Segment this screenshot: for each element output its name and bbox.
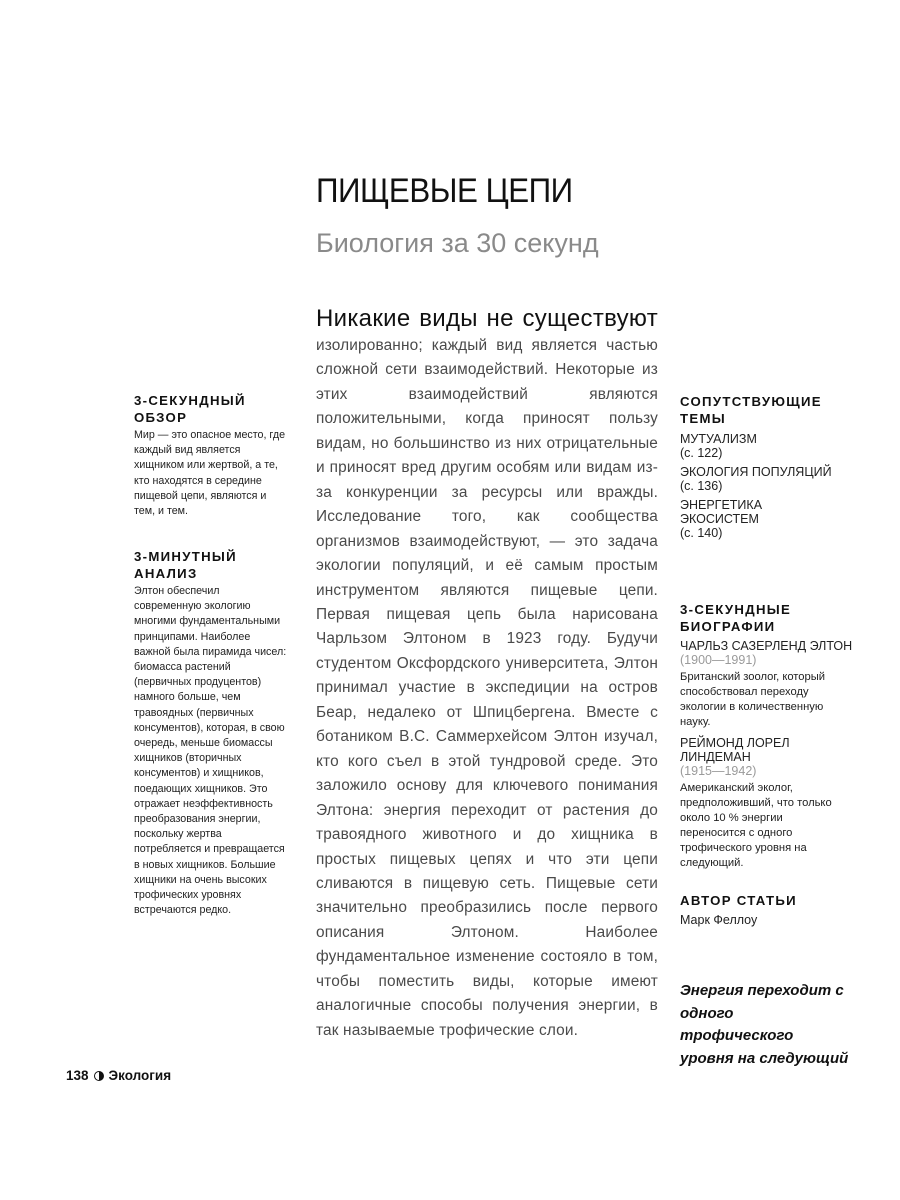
three-second-overview bbox=[134, 392, 289, 519]
biography-years: (1915—1942) bbox=[680, 764, 757, 778]
page-number: 138 bbox=[66, 1068, 89, 1083]
three-minute-heading: 3-МИНУТНЫЙ АНАЛИЗ bbox=[134, 549, 237, 581]
related-topic-page: (с. 140) bbox=[680, 526, 723, 540]
page-subtitle: Биология за 30 секунд bbox=[316, 228, 599, 258]
related-topic bbox=[680, 432, 860, 460]
related-topic bbox=[680, 498, 780, 540]
biography-years: (1900—1991) bbox=[680, 653, 757, 667]
biography-item bbox=[680, 639, 860, 730]
related-topic-title: ЭКОЛОГИЯ ПОПУЛЯЦИЙ bbox=[680, 465, 832, 479]
biography-item bbox=[680, 736, 860, 871]
page-footer bbox=[66, 1068, 171, 1083]
article-author bbox=[680, 892, 860, 927]
related-topic-title: ЭНЕРГЕТИКА ЭКОСИСТЕМ bbox=[680, 498, 763, 526]
three-minute-text: Элтон обеспечил современную экологию многими фундаментальными принципами. Наиболее важной была пирамида чисел: биомасса растений (первичных продуцентов) намного больше, чем травоядных (первичных консументов), которая, в свою очередь, меньше биомассы хищников (вторичных консументов) и хищников, поедающих хищников. Это отражает неэффективность преобразования энергии, поскольку жертва потребляется и превращается в новых хищников. Большие хищники на очень высоких трофических уровнях встречаются редко. bbox=[134, 585, 287, 917]
page-title: ПИЩЕВЫЕ ЦЕПИ bbox=[316, 172, 573, 210]
related-topics bbox=[680, 393, 860, 540]
half-circle-icon bbox=[94, 1071, 104, 1081]
related-topic-page: (с. 122) bbox=[680, 446, 723, 460]
pull-quote: Энергия переходит с одного трофического уровня на следующий bbox=[680, 982, 849, 1067]
section-name: Экология bbox=[108, 1068, 172, 1083]
author-heading: АВТОР СТАТЬИ bbox=[680, 893, 797, 908]
biography-description: Американский эколог, предположивший, что только около 10 % энергии переносится с одного трофического уровня на следующий. bbox=[680, 782, 832, 869]
author-name: Марк Феллоу bbox=[680, 913, 758, 927]
three-second-text: Мир — это опасное место, где каждый вид является хищником или жертвой, а те, кто находятся в середине пищевой цепи, являются и тем, и тем. bbox=[134, 429, 286, 518]
three-second-heading: 3-СЕКУНДНЫЙ ОБЗОР bbox=[134, 393, 246, 425]
related-topic bbox=[680, 465, 860, 493]
related-topic-title: МУТУАЛИЗМ bbox=[680, 432, 757, 446]
biographies bbox=[680, 601, 860, 871]
biographies-heading: 3-СЕКУНДНЫЕ БИОГРАФИИ bbox=[680, 602, 792, 634]
related-topic-page: (с. 136) bbox=[680, 479, 723, 493]
biography-name: РЕЙМОНД ЛОРЕЛ ЛИНДЕМАН bbox=[680, 736, 790, 764]
biography-name: ЧАРЛЬЗ САЗЕРЛЕНД ЭЛТОН bbox=[680, 639, 853, 653]
three-minute-analysis bbox=[134, 548, 289, 918]
biography-description: Британский зоолог, который способствовал переходу экологии в количественную науку. bbox=[680, 671, 826, 728]
related-topics-heading: СОПУТСТВУЮЩИЕ ТЕМЫ bbox=[680, 394, 822, 426]
lead-text: Никакие виды не существуют bbox=[316, 305, 658, 332]
main-body-text: изолированно; каждый вид является частью сложной сети взаимодействий. Некоторые из этих взаимодействий являются положительными, когда приносят пользу видам, но большинство из них отрицательные и приносят вред другим особям или видам из-за конкуренции за ресурсы или вражды. Исследование того, как сообщества организмов взаимодействуют, — это задача экологии популяций, и её самым простым инструментом являются пищевые цепи. Первая пищевая цепь была нарисована Чарльзом Элтоном в 1923 году. Будучи студентом Оксфордского университета, Элтон принимал участие в экспедиции на остров Беар, недалеко от Шпицбергена. Вместе с ботаником В.С. Саммерхейсом Элтон изучал, кто кого съел в этой тундровой среде. Это заложило основу для ключевого понимания Элтона: энергия переходит от растения до травоядного животного и до хищника в простых пищевых цепях и что эти цепи сливаются в пищевую сеть. Пищевые сети значительно преобразились после первого описания Элтоном. Наиболее фундаментальное изменение состояло в том, чтобы поместить виды, которые имеют аналогичные способы получения энергии, в так называемые трофические слои. bbox=[316, 337, 658, 1039]
